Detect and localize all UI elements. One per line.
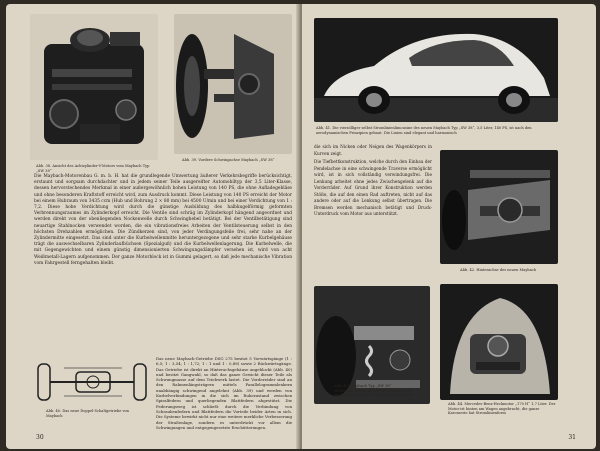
caption-fig44: Abb. 44. Mercedes-Benz-Heckmotor „170 H“ 1,7 Liter. Der Motor ist hinten am Wagen angebracht, die ganze Karosserie hat Stromlinienform xyxy=(448,402,556,416)
rear-axle-illustration xyxy=(440,150,558,264)
right-page xyxy=(302,4,596,449)
limousine-illustration xyxy=(314,18,558,122)
right-paragraph-2: Die Tiefbettkonstruktion, welche durch den Einbau der Pendelachse in eine schwingende Traverse ermöglicht wird, ist in sich vollständig verwindungsfrei. Die Lenkung arbeitet ohne jedes Zwischengelenk auf die Vorderräder. Auf Grund ihrer Konstruktion werden Stöße, die auf den einen Rad auftreten, nicht auf das andere oder auf die Lenkung selbst übertragen. Die Bremsen werden mechanisch betätigt und Druck-Unterdruck vom Motor aus unterstützt. xyxy=(314,159,432,216)
engine-illustration xyxy=(30,14,158,160)
right-page-number: 31 xyxy=(568,434,576,441)
caption-fig38: Abb. 38. Ansicht des Achtzylinder-V-Motors vom Maybach Typ „SW 38“ xyxy=(36,164,150,173)
left-body-text-2 xyxy=(156,356,292,430)
gearbox-drawing xyxy=(34,356,152,408)
book-spread xyxy=(6,4,596,449)
limousine-photo xyxy=(314,18,558,122)
caption-fig41: Abb. 41. Die vierzölliger selbst Stromlinienlimousine des neuen Maybach Typ „SW 38“, 3,5 Liter, 140 PS, ist nach den aerodynamischen Prinzipien gebaut. Die Linien sind elegant und harmonisch xyxy=(316,126,532,135)
left-body-text xyxy=(34,174,292,267)
front-suspension-photo xyxy=(174,14,292,154)
left-paragraph-1: Die Maybach-Motorenbau G. m. b. H. hat die grundlegende Umwertung äußerer Verkehrsbegriffe berücksichtigt, erstaunt und sorgsam durchdachter und in jedem seiner Teile ausgereifter Automobiltyp der 3,5 Liter-Klasse, dessen hervorstechendes Merkmal in einer außergewöhnlich hohen Leistung von 140 PS, die ohne Aufladegebläse und ohne besonderen Kraftstoff erreicht wird, zum Ausdruck kommt. Diese Leistung von 140 PS erreicht der Motor bei einem Hubraum von 3435 ccm (Hub und Bohrung 2 × 80 mm) bei 4500 U/min und bei einer Verdichtung von 1 : 7,2. Diese hohe Verdichtung wird durch die günstige Ausbildung des halbkugelförmig geformten Verbrennungsraumes im Zylinderkopf erreicht. Die Ventile sind schräg im Zylinderkopf hängend angeordnet und werden direkt von der obenliegenden Nockenwelle durch Schwinghebel betätigt. Bei der Ventilbetätigung sind neuartige Stahlnocken verwendet worden, die ein vibrationsfreies Arbeiten der Ventilsteuerung selbst in den höchsten Drehzahlen ermöglichen. Die Zündkerzen sind, von jeder Verdingungsfeile frei, sehr nahe an der Zylindermitte eingesetzt. Das sind unter die Kurbelwellenmitte heruntergezogene und sehr starke Kurbelgehäuse trägt die auswechselbaren Zylinderlaufbüchsen (Spezialguß) und die Kurbelwellenlagerung. Die Kurbelwelle, die mit Gegengewichten und einem günstig dimensionierten Schwingungsdämpfer versehen ist, wird von acht Weißmetall-Lagern aufgenommen. Der ganze Motorblock ist in Gummi gelagert, so daß jede mechanische Vibration vom Fahrgestell ferngehalten bleibt. xyxy=(34,174,292,266)
left-page-number: 30 xyxy=(36,434,44,441)
rear-engine-photo xyxy=(440,284,558,400)
caption-fig42: Abb. 42. Hinterachse des neuen Maybach xyxy=(460,268,537,272)
caption-fig40: Abb. 40. Das neue Doppel-Schaltgetriebe von Maybach xyxy=(46,409,129,418)
right-paragraph-1: die sich im Nicken oder Neigen des Wagenkörpers in Kurven zeigt. xyxy=(314,144,432,156)
left-paragraph-2: Das neue Maybach-Getriebe DSG 275 besitzt 5 Vorwärtsgänge (1 : 6,5; 1 : 3,54; 1 : 1,72; 1 : 1 und 1 : 0,88) sowie 2 Rückwärtsgänge. Das Getriebe ist direkt an Hinterachsgehäuse angeblockt (Abb. 40) und besitzt Gangwahl, so daß das ganze Gewicht dieser Teile als Schwungmasse auf dem Triebwerk lastet. Die Vorderräder sind an den Rahmenlängsträgern mittels Parallelogrammlenkern unabhängig schwingend angelehnt (Abb. 39) und werden von Kurbelverbindungen in die sich im Ruhezustand zwischen Spiralfedern und querliegenden Blattfedern abgestützt. Die Federungsweg ist schließt durch die Verbindung von Schraubenfedern und Blattfedern die Vorteile beider Arten in sich. Die Systeme bewirkt nicht nur eine weitere merkliche Verbesserung der Straßenlage, sondern es unterdrückt vor allem die Schwingungen und entgegengesetzte Erschütterungen. xyxy=(156,356,292,430)
right-body-text xyxy=(314,144,432,218)
rear-engine-illustration xyxy=(440,284,558,400)
rear-axle-photo xyxy=(440,150,558,264)
caption-fig43: Abb. 43. Maybach Typ „SW 38“. Vorderachsfederung mit Spiralfedern und querliegender Blatt- und Schraubenfedern xyxy=(334,384,412,398)
suspension-illustration xyxy=(174,14,292,154)
engine-photo xyxy=(30,14,158,160)
caption-fig39: Abb. 39. Vordere Schwingachse Maybach „SW 38“ xyxy=(182,158,275,162)
left-page xyxy=(6,4,300,449)
